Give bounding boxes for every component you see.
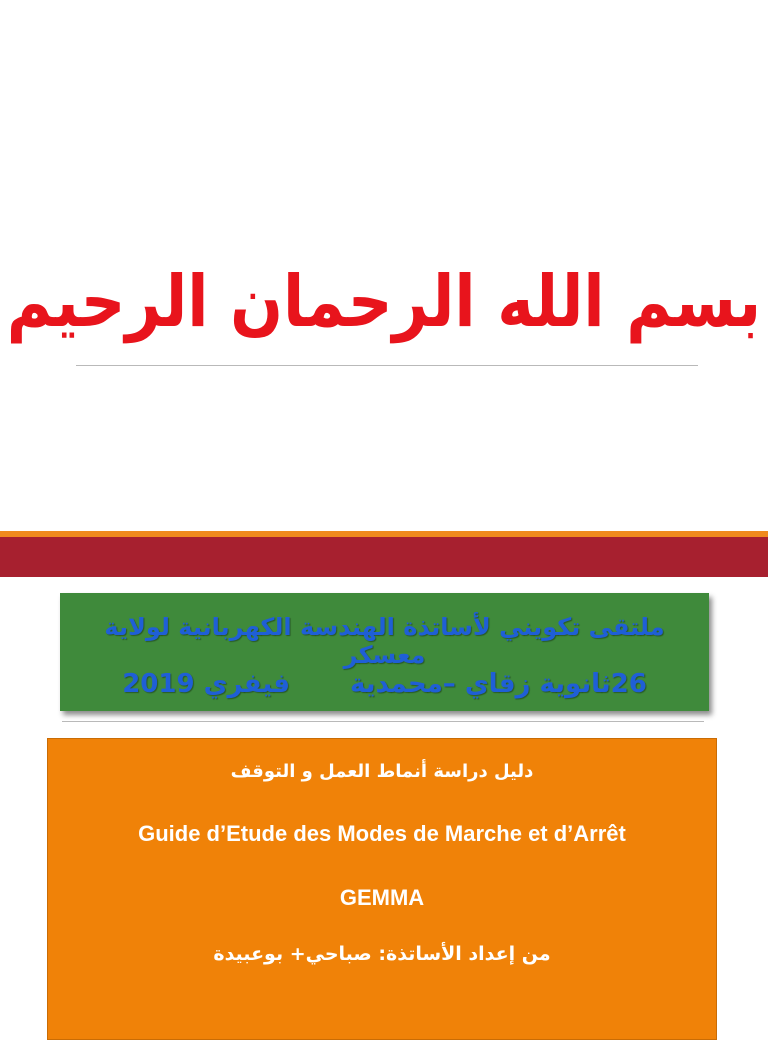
guide-panel <box>47 738 717 1040</box>
event-venue-date <box>60 669 709 699</box>
guide-acronym: GEMMA <box>339 885 425 910</box>
accent-band-red <box>0 537 768 577</box>
divider-middle <box>62 721 704 722</box>
event-date: فيفري 2019 <box>122 669 290 699</box>
guide-arabic-title: دليل دراسة أنماط العمل و التوقف <box>230 761 534 782</box>
guide-authors: من إعداد الأساتذة: صباحي+ بوعبيدة <box>213 943 551 965</box>
event-title: ملتقى تكويني لأساتذة الهندسة الكهربانية لولاية معسكر <box>104 613 665 669</box>
event-banner <box>60 593 709 711</box>
guide-french-title: Guide d’Etude des Modes de Marche et d’Arrêt <box>138 821 626 846</box>
event-school: 26ثانوية زقاي –محمدية <box>349 669 647 699</box>
divider-top <box>76 365 698 366</box>
basmala-heading: بسم الله الرحمان الرحيم <box>6 259 762 344</box>
